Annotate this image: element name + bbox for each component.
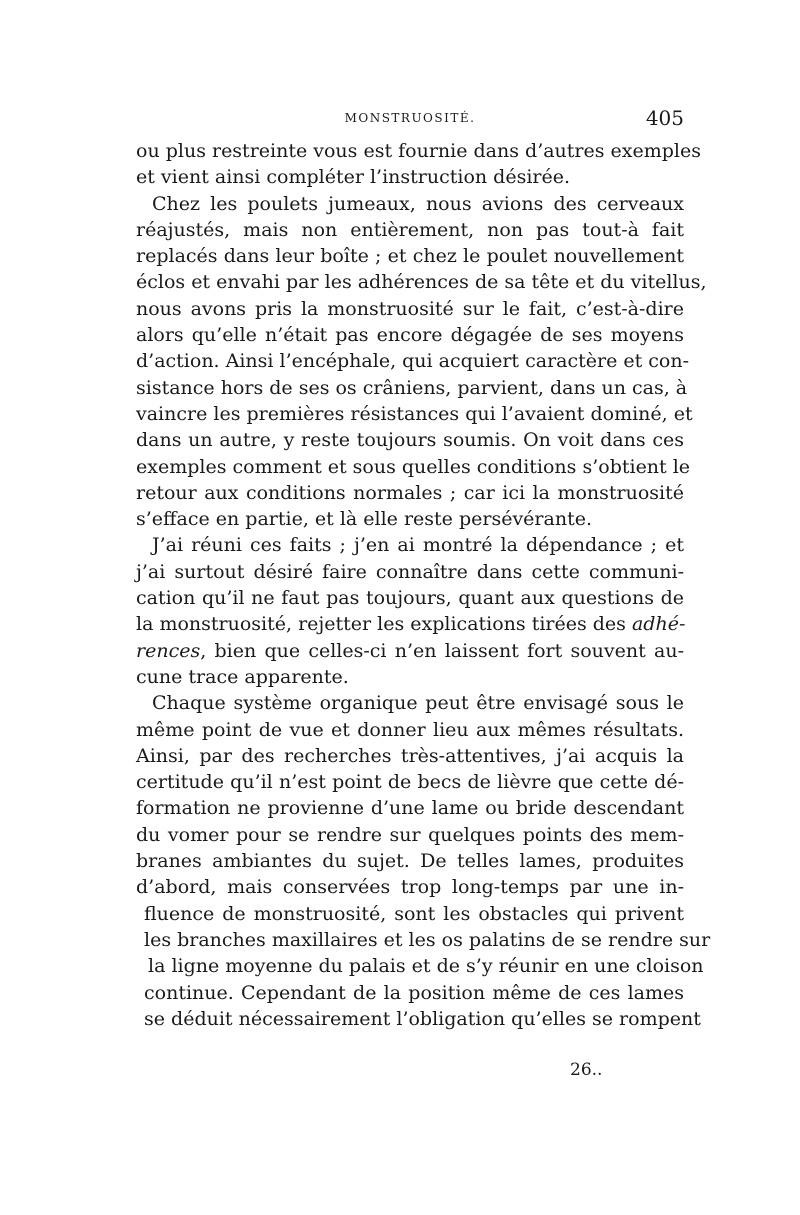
text-line: Ainsi, par des recherches très-attentives, j’ai acquis la xyxy=(136,744,684,767)
text-line: les branches maxillaires et les os palatins de se rendre sur xyxy=(144,928,711,951)
text-line: nous avons pris la monstruosité sur le fait, c’est-à-dire xyxy=(136,297,684,320)
text-line: retour aux conditions normales ; car ici la monstruosité xyxy=(136,481,684,504)
text-line: Chaque système organique peut être envisagé sous le xyxy=(152,692,684,715)
italic-word: adhé- xyxy=(631,613,686,636)
text-line: vaincre les premières résistances qui l’avaient dominé, et xyxy=(136,402,693,425)
text-line: certitude qu’il n’est point de becs de lièvre que cette dé- xyxy=(136,771,684,794)
text-line: d’action. Ainsi l’encéphale, qui acquiert caractère et con- xyxy=(136,350,690,373)
text-line: replacés dans leur boîte ; et chez le poulet nouvellement xyxy=(136,245,684,268)
text-line: alors qu’elle n’était pas encore dégagée de ses moyens xyxy=(136,324,684,347)
page-text-block xyxy=(136,106,711,1032)
text-line: cation qu’il ne faut pas toujours, quant aux questions de xyxy=(136,587,684,610)
text-line: éclos et envahi par les adhérences de sa tête et du vitellus, xyxy=(136,271,707,294)
text-fragment: la monstruosité, rejetter les explications tirées des xyxy=(136,613,632,636)
text-line: d’abord, mais conservées trop long-temps par une in- xyxy=(136,876,684,899)
text-line: formation ne provienne d’une lame ou bride descendant xyxy=(136,797,684,820)
text-line: s’efface en partie, et là elle reste persévérante. xyxy=(136,508,592,531)
italic-word: rences xyxy=(136,639,201,662)
text-line: se déduit nécessairement l’obligation qu’elles se rompent xyxy=(144,1007,701,1030)
text-line xyxy=(136,611,684,637)
text-line: réajustés, mais non entièrement, non pas tout-à fait xyxy=(136,218,684,241)
text-line: fluence de monstruosité, sont les obstacles qui privent xyxy=(144,902,684,925)
text-line: branes ambiantes du sujet. De telles lames, produites xyxy=(136,850,684,873)
text-line: du vomer pour se rendre sur quelques points des mem- xyxy=(136,823,684,846)
text-line: J’ai réuni ces faits ; j’en ai montré la dépendance ; et xyxy=(152,534,684,557)
text-line: j’ai surtout désiré faire connaître dans cette communi- xyxy=(136,560,684,583)
text-line: la ligne moyenne du palais et de s’y réunir en une cloison xyxy=(148,955,704,978)
page-number: 405 xyxy=(645,106,684,130)
text-line xyxy=(136,638,684,664)
text-line: sistance hors de ses os crâniens, parvient, dans un cas, à xyxy=(136,376,688,399)
text-line: exemples comment et sous quelles conditions s’obtient le xyxy=(136,455,691,478)
text-line: ou plus restreinte vous est fournie dans d’autres exemples xyxy=(136,140,701,162)
text-line: et vient ainsi compléter l’instruction désirée. xyxy=(136,166,571,189)
text-line: Chez les poulets jumeaux, nous avions des cerveaux xyxy=(152,192,684,215)
text-line: cune trace apparente. xyxy=(136,665,349,688)
page-header xyxy=(136,108,684,130)
signature-mark: 26.. xyxy=(570,1060,603,1080)
text-line: dans un autre, y reste toujours soumis. On voit dans ces xyxy=(136,429,684,452)
text-fragment: , bien que celles-ci n’en laissent fort souvent au- xyxy=(200,639,684,662)
running-head: MONSTRUOSITÉ. xyxy=(344,111,476,125)
text-line: continue. Cependant de la position même de ces lames xyxy=(144,981,684,1004)
text-line: même point de vue et donner lieu aux mêmes résultats. xyxy=(136,718,684,741)
